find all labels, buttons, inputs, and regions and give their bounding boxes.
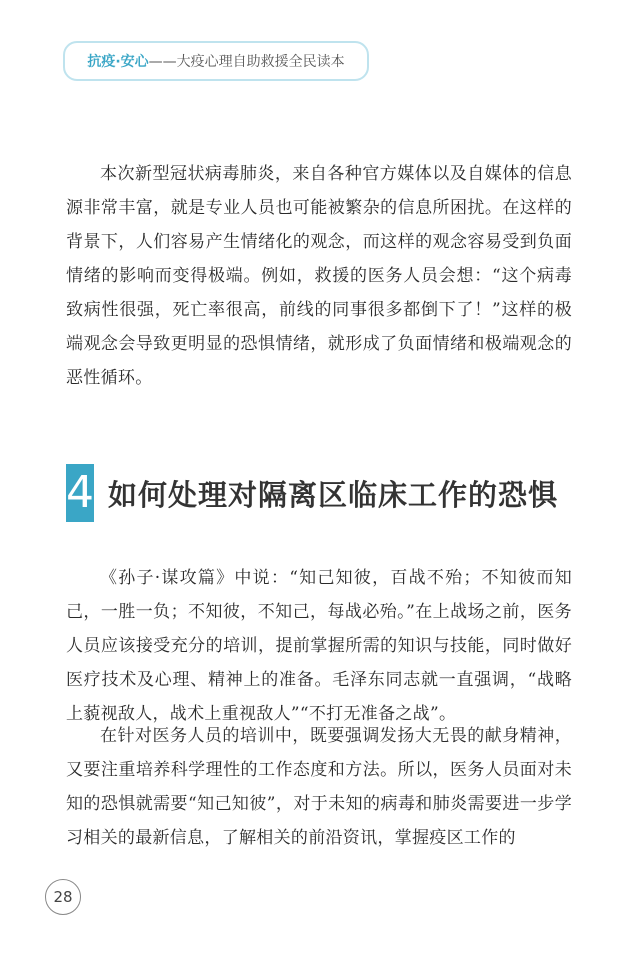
body-paragraph-1: 本次新型冠状病毒肺炎，来自各种官方媒体以及自媒体的信息源非常丰富，就是专业人员也可能被繁杂的信息所困扰。在这样的背景下，人们容易产生情绪化的观念，而这样的观念容易受到负面情绪的影响而变得极端。例如，救援的医务人员会想：“这个病毒致病性很强，死亡率很高，前线的同事很多都倒下了！”这样的极端观念会导致更明显的恐惧情绪，就形成了负面情绪和极端观念的恶性循环。	[66, 164, 572, 388]
section-heading	[66, 464, 558, 522]
section-number-badge: 4	[66, 464, 94, 522]
section-title: 如何处理对隔离区临床工作的恐惧	[108, 477, 559, 512]
book-brand: 抗疫·安心	[87, 54, 149, 70]
page-number: 28	[45, 879, 81, 915]
body-paragraph-3: 在针对医务人员的培训中，既要强调发扬大无畏的献身精神，又要注重培养科学理性的工作态度和方法。所以，医务人员面对未知的恐惧就需要“知己知彼”，对于未知的病毒和肺炎需要进一步学习相关的最新信息，了解相关的前沿资讯，掌握疫区工作的	[66, 726, 572, 848]
body-paragraph-2: 《孙子·谋攻篇》中说：“知己知彼，百战不殆；不知彼而知己，一胜一负；不知彼，不知己，每战必殆。”在上战场之前，医务人员应该接受充分的培训，提前掌握所需的知识与技能，同时做好医疗技术及心理、精神上的准备。毛泽东同志就一直强调，“战略上藐视敌人，战术上重视敌人”“不打无准备之战”。	[66, 568, 572, 724]
book-header-badge	[63, 41, 369, 81]
book-subtitle: ——大疫心理自助救援全民读本	[148, 54, 345, 70]
